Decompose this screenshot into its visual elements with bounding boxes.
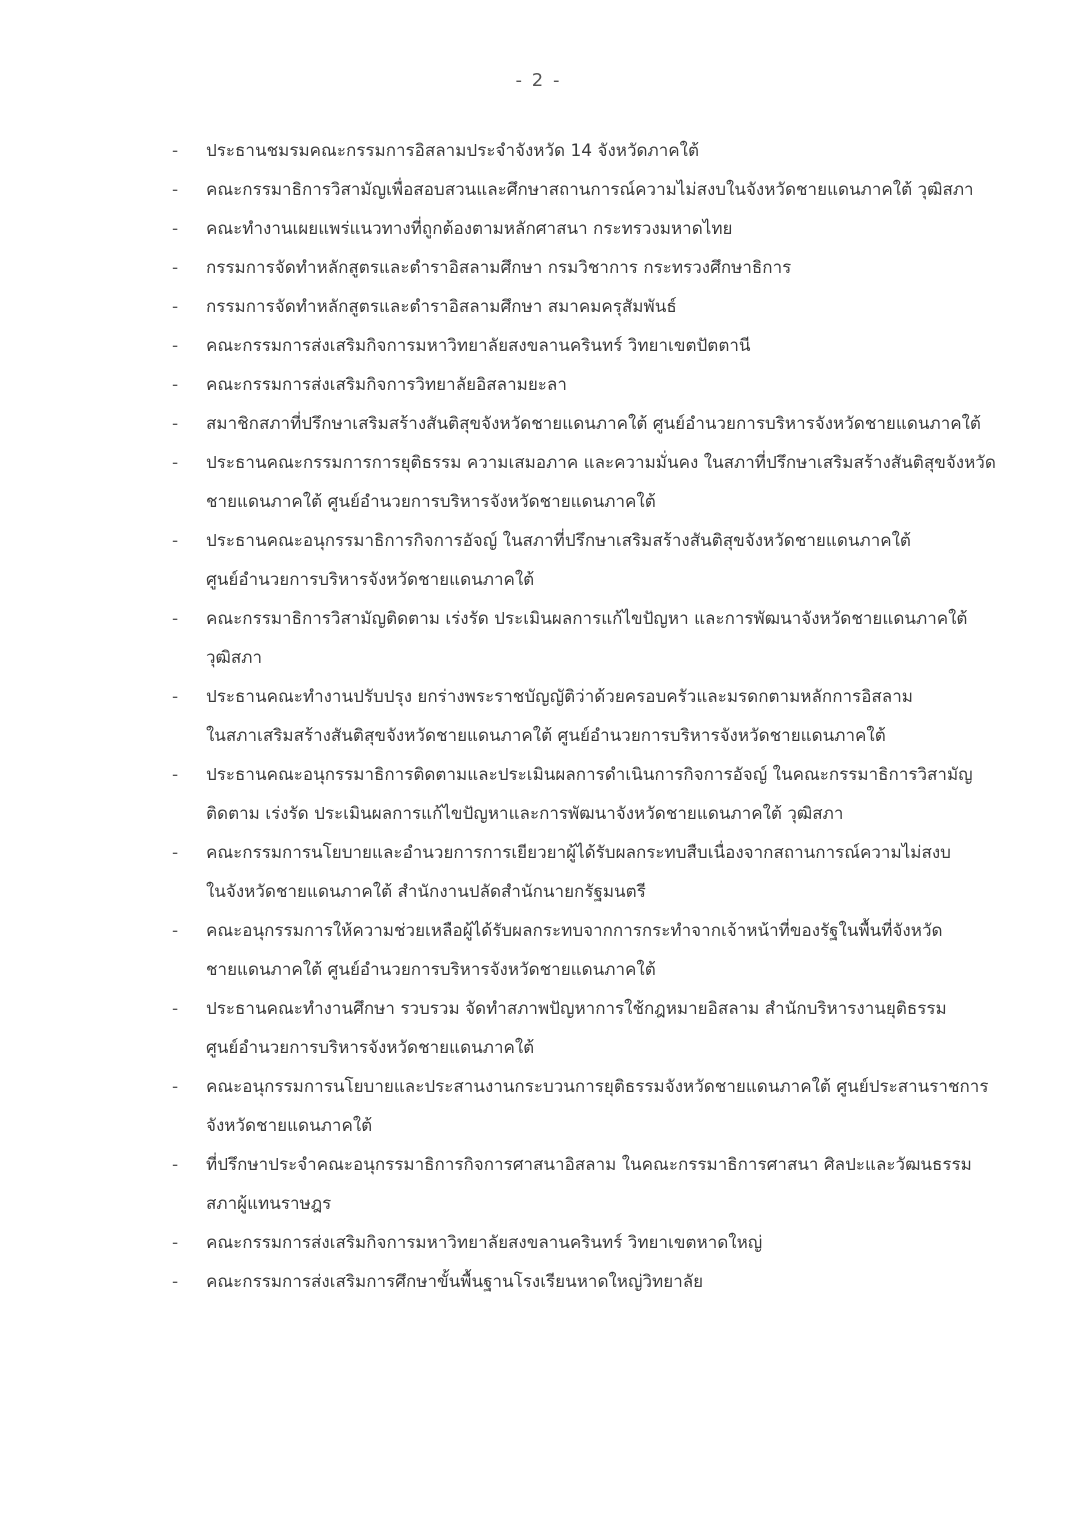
bullet-dash: - [172,843,179,863]
bullet-dash: - [172,297,179,317]
list-item [172,444,1042,522]
list-item-text-line: กรรมการจัดทำหลักสูตรและตำราอิสลามศึกษา กรมวิชาการ กระทรวงศึกษาธิการ [206,258,792,278]
list-item [172,1224,1042,1263]
list-item-text-line: คณะกรรมการนโยบายและอำนวยการการเยียวยาผู้ได้รับผลกระทบสืบเนื่องจากสถานการณ์ความไม่สงบ [206,843,951,863]
list-item [172,834,1042,912]
list-item [172,1068,1042,1146]
bullet-dash: - [172,999,179,1019]
list-item [172,210,1042,249]
list-item-text-line: ติดตาม เร่งรัด ประเมินผลการแก้ไขปัญหาและการพัฒนาจังหวัดชายแดนภาคใต้ วุฒิสภา [206,804,844,824]
list-item-text-line: คณะอนุกรรมการนโยบายและประสานงานกระบวนการยุติธรรมจังหวัดชายแดนภาคใต้ ศูนย์ประสานราชการ [206,1077,989,1097]
list-item-text-line: ชายแดนภาคใต้ ศูนย์อำนวยการบริหารจังหวัดชายแดนภาคใต้ [206,960,656,980]
list-item [172,288,1042,327]
list-item-text-line: คณะทำงานเผยแพร่แนวทางที่ถูกต้องตามหลักศาสนา กระทรวงมหาดไทย [206,219,733,239]
list-item [172,678,1042,756]
bullet-dash: - [172,1233,179,1253]
bullet-dash: - [172,765,179,785]
list-item-text-line: ที่ปรึกษาประจำคณะอนุกรรมาธิการกิจการศาสนาอิสลาม ในคณะกรรมาธิการศาสนา ศิลปะและวัฒนธรรม [206,1155,972,1175]
list-item [172,327,1042,366]
bullet-dash: - [172,258,179,278]
list-item-text-line: ประธานคณะทำงานศึกษา รวบรวม จัดทำสภาพปัญหาการใช้กฎหมายอิสลาม สำนักบริหารงานยุติธรรม [206,999,947,1019]
list-item-text-line: ชายแดนภาคใต้ ศูนย์อำนวยการบริหารจังหวัดชายแดนภาคใต้ [206,492,656,512]
list-item [172,132,1042,171]
bullet-dash: - [172,1077,179,1097]
list-item-text-line: วุฒิสภา [206,648,263,668]
list-item [172,1146,1042,1224]
bullet-dash: - [172,141,179,161]
list-item-text-line: สมาชิกสภาที่ปรึกษาเสริมสร้างสันติสุขจังหวัดชายแดนภาคใต้ ศูนย์อำนวยการบริหารจังหวัดชายแดนภาคใต้ [206,414,981,434]
list-item-text-line: ประธานคณะกรรมการการยุติธรรม ความเสมอภาค และความมั่นคง ในสภาที่ปรึกษาเสริมสร้างสันติสุขจังหวัด [206,453,996,473]
list-item-text-line: ในสภาเสริมสร้างสันติสุขจังหวัดชายแดนภาคใต้ ศูนย์อำนวยการบริหารจังหวัดชายแดนภาคใต้ [206,726,886,746]
list-item [172,366,1042,405]
bullet-dash: - [172,375,179,395]
bullet-dash: - [172,531,179,551]
list-item-text-line: คณะกรรมการส่งเสริมกิจการวิทยาลัยอิสลามยะลา [206,375,567,395]
list-item [172,405,1042,444]
list-item [172,171,1042,210]
list-item [172,600,1042,678]
list-item-text-line: คณะอนุกรรมการให้ความช่วยเหลือผู้ได้รับผลกระทบจากการกระทำจากเจ้าหน้าที่ของรัฐในพื้นที่จังหวัด [206,921,943,941]
bullet-dash: - [172,180,179,200]
list-item-text-line: กรรมการจัดทำหลักสูตรและตำราอิสลามศึกษา สมาคมครุสัมพันธ์ [206,297,677,317]
list-item [172,1263,1042,1302]
bullet-dash: - [172,219,179,239]
list-item-text-line: ประธานชมรมคณะกรรมการอิสลามประจำจังหวัด 14 จังหวัดภาคใต้ [206,141,700,161]
list-item [172,912,1042,990]
bullet-dash: - [172,414,179,434]
list-item-text-line: สภาผู้แทนราษฎร [206,1194,332,1214]
list-item-text-line: ประธานคณะอนุกรรมาธิการติดตามและประเมินผลการดำเนินการกิจการอัจญ์ ในคณะกรรมาธิการวิสามัญ [206,765,973,785]
list-item-text-line: คณะกรรมการส่งเสริมกิจการมหาวิทยาลัยสงขลานครินทร์ วิทยาเขตปัตตานี [206,336,751,356]
bullet-dash: - [172,609,179,629]
bullet-dash: - [172,1155,179,1175]
list-item [172,522,1042,600]
bullet-dash: - [172,453,179,473]
bullet-dash: - [172,336,179,356]
list-item-text-line: คณะกรรมาธิการวิสามัญเพื่อสอบสวนและศึกษาสถานการณ์ความไม่สงบในจังหวัดชายแดนภาคใต้ วุฒิสภา [206,180,974,200]
list-item-text-line: ประธานคณะทำงานปรับปรุง ยกร่างพระราชบัญญัติว่าด้วยครอบครัวและมรดกตามหลักการอิสลาม [206,687,913,707]
list-item-text-line: คณะกรรมการส่งเสริมการศึกษาขั้นพื้นฐานโรงเรียนหาดใหญ่วิทยาลัย [206,1272,704,1292]
list-item [172,990,1042,1068]
list-item-text-line: ศูนย์อำนวยการบริหารจังหวัดชายแดนภาคใต้ [206,570,535,590]
list-item-text-line: จังหวัดชายแดนภาคใต้ [206,1116,373,1136]
list-item-text-line: ในจังหวัดชายแดนภาคใต้ สำนักงานปลัดสำนักนายกรัฐมนตรี [206,882,646,902]
list-item-text-line: ศูนย์อำนวยการบริหารจังหวัดชายแดนภาคใต้ [206,1038,535,1058]
list-item [172,756,1042,834]
list-item-text-line: คณะกรรมการส่งเสริมกิจการมหาวิทยาลัยสงขลานครินทร์ วิทยาเขตหาดใหญ่ [206,1233,763,1253]
bullet-dash: - [172,921,179,941]
bullet-dash: - [172,687,179,707]
bullet-dash: - [172,1272,179,1292]
list-item [172,249,1042,288]
list-item-text-line: ประธานคณะอนุกรรมาธิการกิจการอัจญ์ ในสภาที่ปรึกษาเสริมสร้างสันติสุขจังหวัดชายแดนภาคใต้ [206,531,911,551]
membership-list [172,132,1042,1302]
page-number: - 2 - [515,70,562,91]
list-item-text-line: คณะกรรมาธิการวิสามัญติดตาม เร่งรัด ประเมินผลการแก้ไขปัญหา และการพัฒนาจังหวัดชายแดนภาคใต้ [206,609,968,629]
